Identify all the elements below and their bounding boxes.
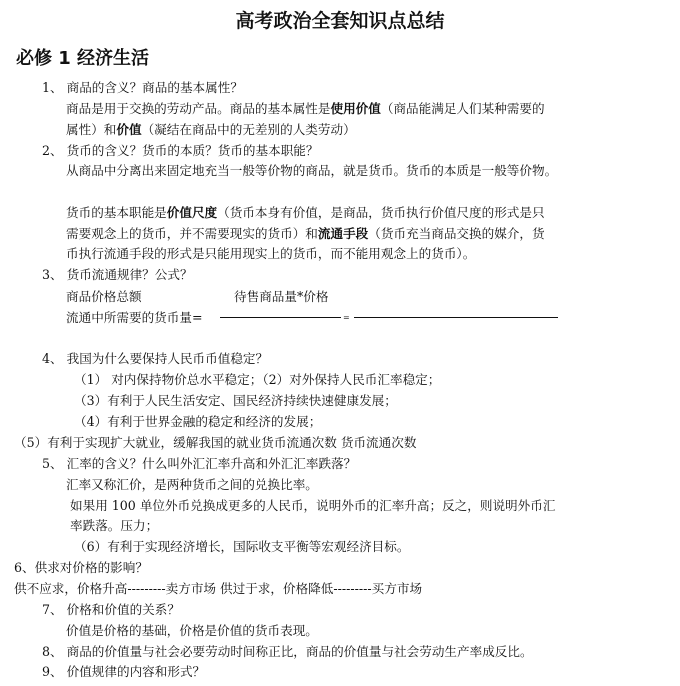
formula-numerator-1: 商品价格总额 [66,289,142,304]
formula-equals: = [343,313,350,322]
answer-5-line-4: （6）有利于实现经济增长，国际收支平衡等宏观经济目标。 [74,539,410,554]
answer-5-line-1: 汇率又称汇价，是两种货币之间的兑换比率。 [66,477,318,492]
question-3: 3、 货币流通规律？公式？ [42,267,193,282]
question-9: 9、 价值规律的内容和形式？ [42,664,206,679]
fraction-bar-2 [354,317,558,318]
answer-7: 价值是价格的基础，价格是价值的货币表现。 [66,623,318,638]
answer-2-line-3: 需要观念上的货币，并不需要现实的货币）和流通手段（货币充当商品交换的媒介，货 [66,226,545,241]
formula-left: 流通中所需要的货币量= [66,310,203,325]
answer-2-line-4: 币执行流通手段的形式是只能用现实上的货币，而不能用观念上的货币）。 [66,246,476,261]
question-4: 4、 我国为什么要保持人民币币值稳定？ [42,351,269,366]
question-6: 6、供求对价格的影响？ [14,560,148,575]
answer-4-line-1: （1） 对内保持物价总水平稳定；（2）对外保持人民币汇率稳定； [74,372,441,387]
term-value: 价值 [116,122,142,137]
formula-numerator-2: 待售商品量*价格 [234,289,329,304]
section-heading: 必修 1 经济生活 [16,48,150,69]
page-title: 高考政治全套知识点总结 [235,10,445,32]
answer-1-line-1: 商品是用于交换的劳动产品。商品的基本属性是使用价值（商品能满足人们某种需要的 [66,101,545,116]
answer-4-line-4: （4）有利于世界金融的稳定和经济的发展； [74,414,322,429]
fraction-bar-1 [220,317,341,318]
answer-6: 供不应求，价格升高---------卖方市场 供过于求，价格降低---------买方市场 [14,581,423,596]
term-circulation-means: 流通手段 [317,226,369,241]
question-2: 2、 货币的含义？货币的本质？货币的基本职能？ [42,143,319,158]
answer-4-line-5: （5）有利于实现扩大就业，缓解我国的就业货币流通次数 货币流通次数 [14,435,417,450]
question-7: 7、 价格和价值的关系？ [42,602,180,617]
term-use-value: 使用价值 [330,101,381,116]
question-5: 5、 汇率的含义？什么叫外汇汇率升高和外汇汇率跌落？ [42,456,357,471]
question-8: 8、 商品的价值量与社会必要劳动时间称正比，商品的价值量与社会劳动生产率成反比。 [42,644,533,659]
question-1: 1、 商品的含义？商品的基本属性？ [42,80,243,95]
answer-4-line-3: （3）有利于人民生活安定、国民经济持续快速健康发展； [74,393,397,408]
answer-1-line-2: 属性）和价值（凝结在商品中的无差别的人类劳动） [66,122,356,137]
answer-5-line-2: 如果用 100 单位外币兑换成更多的人民币，说明外币的汇率升高；反之，则说明外币汇 [70,498,556,513]
answer-5-line-3: 率跌落。压力； [70,518,159,533]
answer-2-line-1: 从商品中分离出来固定地充当一般等价物的商品，就是货币。货币的本质是一般等价物。 [66,163,558,178]
answer-2-line-2: 货币的基本职能是价值尺度（货币本身有价值，是商品，货币执行价值尺度的形式是只 [66,205,545,220]
term-value-measure: 价值尺度 [166,205,218,220]
